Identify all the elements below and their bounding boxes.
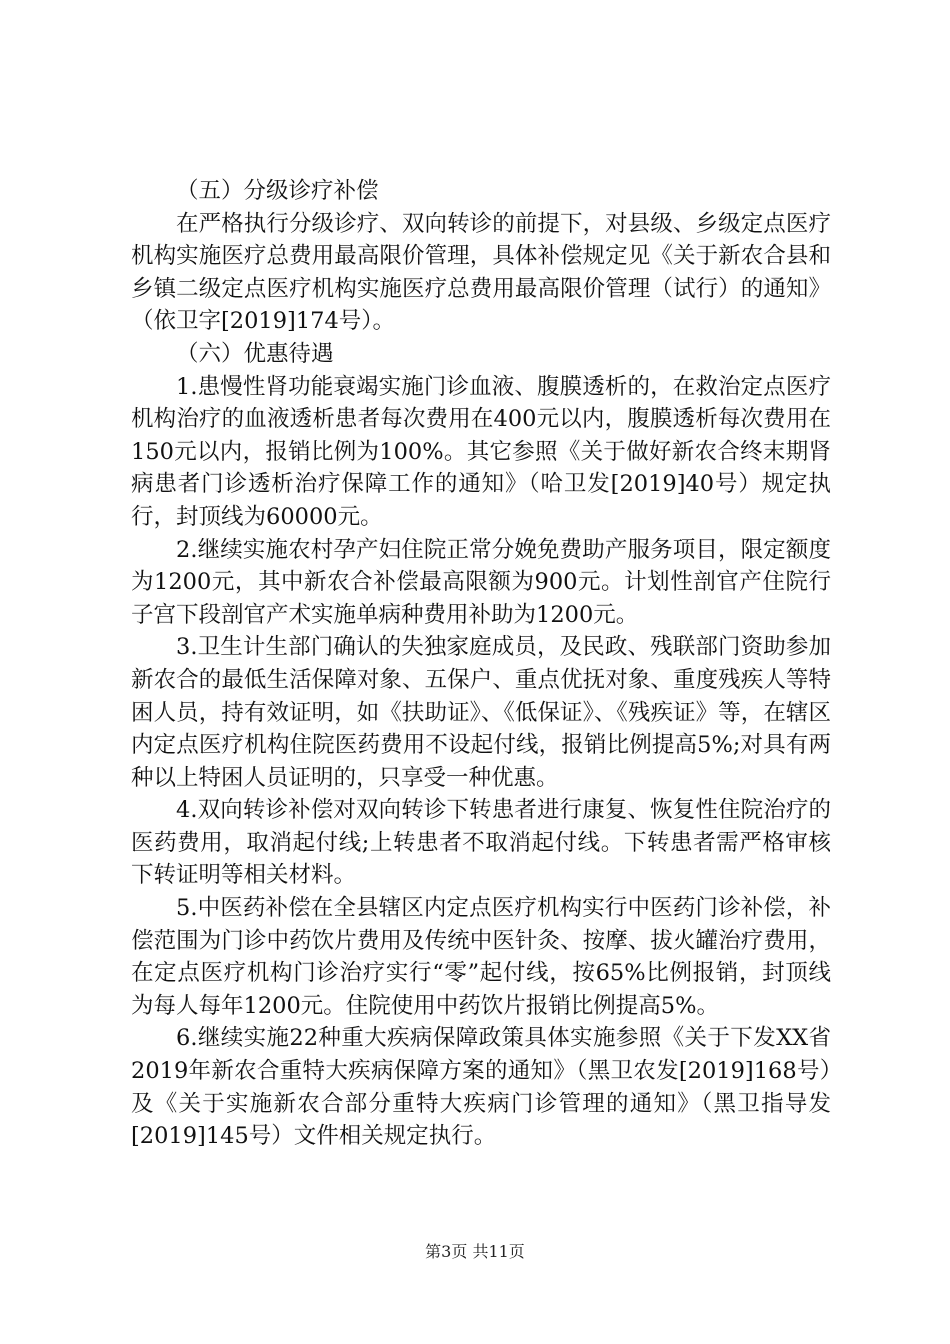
- paragraph-item-3: 3.卫生计生部门确认的失独家庭成员，及民政、残联部门资助参加新农合的最低生活保障对象、五保户、重点优抚对象、重度残疾人等特困人员，持有效证明，如《扶助证》、《低保证》、《残疾证》等，在辖区内定点医疗机构住院医药费用不设起付线，报销比例提高5%;对具有两种以上特困人员证明的，只享受一种优惠。: [131, 634, 831, 791]
- paragraph-item-6: 6.继续实施22种重大疾病保障政策具体实施参照《关于下发XX省2019年新农合重特大疾病保障方案的通知》（黑卫农发[2019]168号）及《关于实施新农合部分重特大疾病门诊管理的通知》（黑卫指导发[2019]145号）文件相关规定执行。: [131, 1025, 831, 1150]
- section-heading-six: （六）优惠待遇: [176, 340, 334, 367]
- paragraph-item-2: 2.继续实施农村孕产妇住院正常分娩免费助产服务项目，限定额度为1200元，其中新农合补偿最高限额为900元。计划性剖官产住院行子宫下段剖官产术实施单病种费用补助为1200元。: [131, 536, 831, 628]
- paragraph-item-1: 1.患慢性肾功能衰竭实施门诊血液、腹膜透析的，在救治定点医疗机构治疗的血液透析患者每次费用在400元以内，腹膜透析每次费用在150元以内，报销比例为100%。其它参照《关于做好新农合终末期肾病患者门诊透析治疗保障工作的通知》（哈卫发[2019]40号）规定执行，封顶线为60000元。: [131, 373, 831, 530]
- page-footer: 第3页 共11页: [425, 1242, 525, 1261]
- document-body: [131, 175, 831, 1153]
- paragraph-item-4: 4.双向转诊补偿对双向转诊下转患者进行康复、恢复性住院治疗的医药费用，取消起付线;上转患者不取消起付线。下转患者需严格审核下转证明等相关材料。: [131, 797, 831, 889]
- paragraph-tiered-care: 在严格执行分级诊疗、双向转诊的前提下，对县级、乡级定点医疗机构实施医疗总费用最高限价管理，具体补偿规定见《关于新农合县和乡镇二级定点医疗机构实施医疗总费用最高限价管理（试行）的通知》（依卫字[2019]174号）。: [131, 210, 831, 335]
- section-heading-five: （五）分级诊疗补偿: [176, 178, 379, 204]
- paragraph-item-5: 5.中医药补偿在全县辖区内定点医疗机构实行中医药门诊补偿，补偿范围为门诊中药饮片费用及传统中医针灸、按摩、拔火罐治疗费用，在定点医疗机构门诊治疗实行“零”起付线，按65%比例报销，封顶线为每人每年1200元。住院使用中药饮片报销比例提高5%。: [131, 895, 831, 1019]
